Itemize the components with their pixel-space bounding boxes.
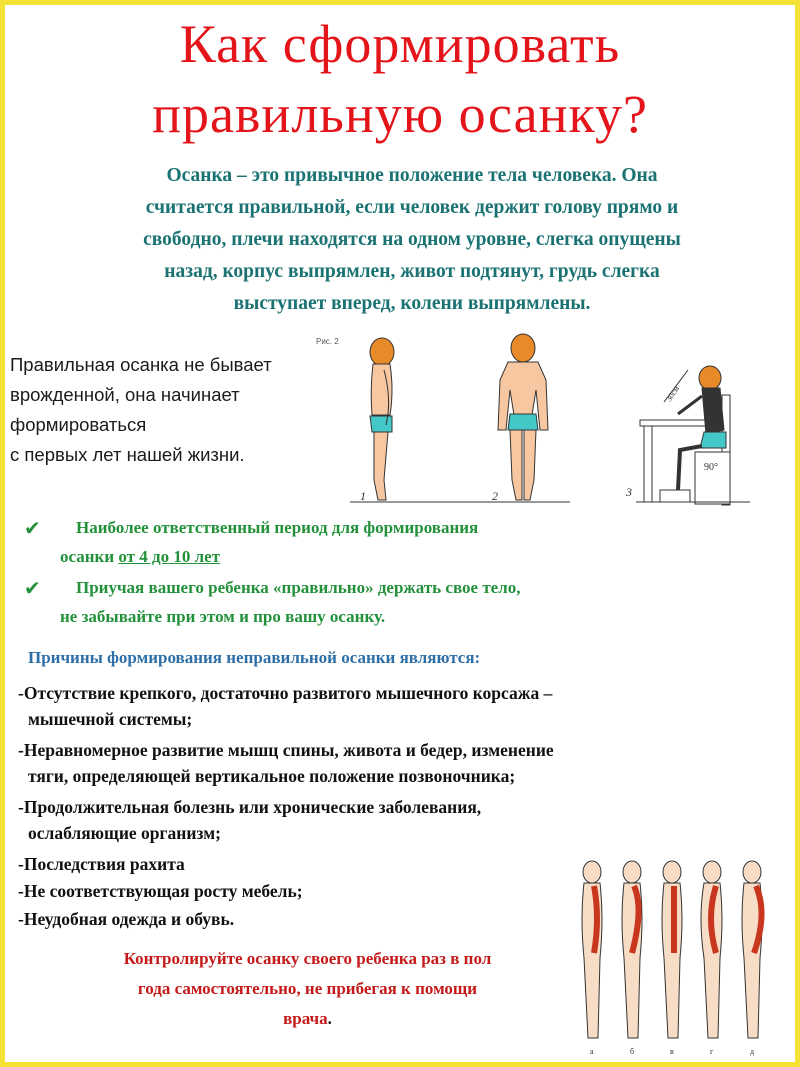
note-line-3 [40, 1004, 575, 1034]
spine-figure-b [622, 861, 642, 1038]
spine-label-c: в [670, 1047, 674, 1056]
intro-line: свободно, плечи находятся на одном уровне, слегка опущены [143, 229, 681, 250]
note-word: врача [283, 1009, 328, 1028]
tip-2-line-2: не забывайте при этом и про вашу осанку. [60, 607, 386, 626]
cause-item: -Последствия рахита [18, 854, 185, 874]
cause-item: мышечной системы; [28, 709, 193, 729]
figure-number-2: 2 [492, 489, 498, 503]
cause-item: -Неравномерное развитие мышц спины, живота и бедер, изменение [18, 740, 554, 760]
cause-item: -Отсутствие крепкого, достаточно развитого мышечного корсажа – [18, 683, 553, 703]
intro-line: назад, корпус выпрямлен, живот подтянут, грудь слегка [164, 261, 660, 282]
figure-number-3: 3 [626, 485, 632, 499]
cause-item: -Неудобная одежда и обувь. [18, 909, 235, 929]
tip-1-line-2 [60, 543, 220, 571]
born-line: Правильная осанка не бывает [10, 354, 272, 375]
tip-1-age-range: от 4 до 10 лет [118, 547, 221, 566]
spine-figure-a [582, 861, 602, 1038]
born-line: врожденной, она начинает [10, 384, 240, 405]
title-line-2: правильную осанку? [152, 84, 648, 144]
distance-label: 30см [664, 384, 682, 404]
cause-item: -Продолжительная болезнь или хронические заболевания, [18, 797, 482, 817]
born-line: формироваться [10, 414, 147, 435]
spine-label-b: б [630, 1047, 635, 1056]
child-side-view [370, 338, 394, 500]
born-line: с первых лет нашей жизни. [10, 444, 245, 465]
figure-label: Рис. 2 [316, 337, 339, 346]
note-line: Контролируйте осанку своего ребенка раз в пол [123, 949, 492, 968]
posture-illustration [340, 330, 760, 515]
spine-label-d: г [710, 1047, 714, 1056]
intro-line: считается правильной, если человек держит голову прямо и [145, 197, 679, 218]
note-period: . [327, 1009, 332, 1028]
spine-label-e: д [750, 1047, 755, 1056]
intro-line: Осанка – это привычное положение тела человека. Она [166, 165, 658, 186]
title-line-1: Как сформировать [179, 14, 621, 74]
cause-item: ослабляющие организм; [28, 823, 221, 843]
causes-heading: Причины формирования неправильной осанки являются: [28, 648, 481, 667]
child-back-view [498, 334, 548, 500]
spine-label-a: а [590, 1047, 594, 1056]
spine-figure-e [742, 861, 762, 1038]
cause-item: -Не соответствующая росту мебель; [18, 881, 303, 901]
figure-number-1: 1 [360, 489, 366, 503]
angle-label: 90° [704, 462, 718, 473]
spine-figure-d [701, 861, 722, 1038]
intro-line: выступает вперед, колени выпрямлены. [233, 293, 591, 314]
tip-1-line-1: Наиболее ответственный период для формирования [76, 518, 479, 537]
control-note [40, 944, 575, 1034]
cause-item: тяги, определяющей вертикальное положение позвоночника; [28, 766, 516, 786]
note-line: года самостоятельно, не прибегая к помощи [137, 979, 478, 998]
check-icon: ✔ [24, 516, 41, 540]
tip-1-prefix: осанки [60, 547, 119, 566]
child-at-desk [640, 366, 730, 505]
tip-2-line-1: Приучая вашего ребенка «правильно» держать свое тело, [76, 578, 521, 597]
check-icon: ✔ [24, 576, 41, 600]
born-paragraph [10, 350, 360, 470]
spine-posture-illustration [570, 858, 780, 1058]
intro-paragraph [52, 160, 772, 320]
spine-figure-c [662, 861, 682, 1038]
